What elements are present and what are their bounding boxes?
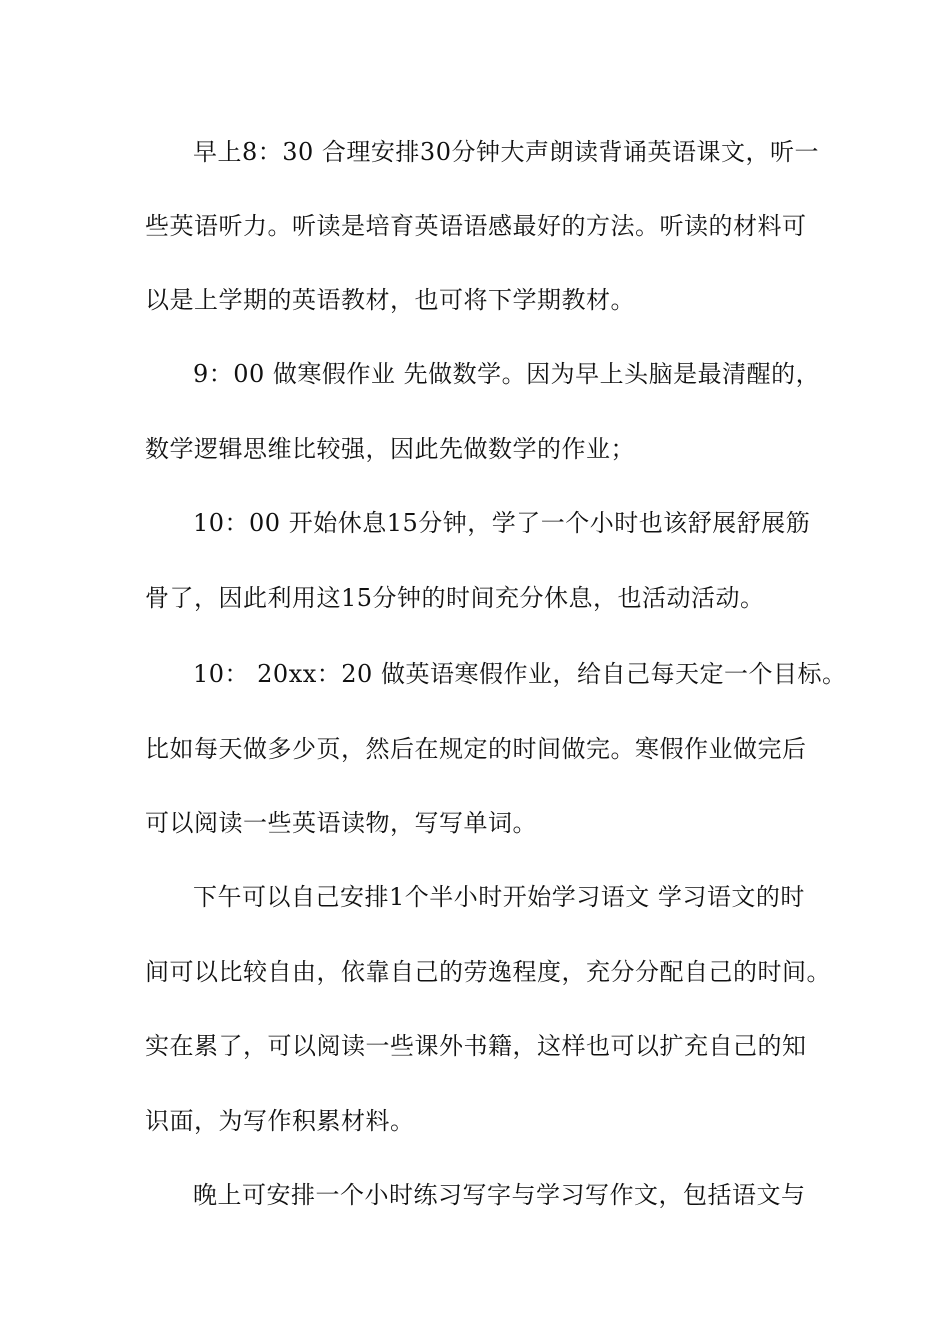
paragraph-3-line-1: 10：00 开始休息15分钟，学了一个小时也该舒展舒展筋 — [193, 509, 811, 537]
paragraph-4-line-3: 可以阅读一些英语读物，写写单词。 — [145, 809, 537, 837]
paragraph-6-line-1: 晚上可安排一个小时练习写字与学习写作文，包括语文与 — [193, 1181, 806, 1209]
paragraph-5-line-4: 识面，为写作积累材料。 — [145, 1107, 415, 1135]
paragraph-3-line-2: 骨了，因此利用这15分钟的时间充分休息，也活动活动。 — [145, 584, 765, 612]
paragraph-1-line-1: 早上8：30 合理安排30分钟大声朗读背诵英语课文，听一 — [193, 138, 819, 166]
paragraph-4-line-2: 比如每天做多少页，然后在规定的时间做完。寒假作业做完后 — [145, 735, 807, 763]
paragraph-5-line-2: 间可以比较自由，依靠自己的劳逸程度，充分分配自己的时间。 — [145, 958, 831, 986]
paragraph-4-line-1: 10： 20xx：20 做英语寒假作业，给自己每天定一个目标。 — [193, 660, 847, 688]
paragraph-5-line-3: 实在累了，可以阅读一些课外书籍，这样也可以扩充自己的知 — [145, 1032, 807, 1060]
paragraph-1-line-2: 些英语听力。听读是培育英语语感最好的方法。听读的材料可 — [145, 212, 807, 240]
paragraph-1-line-3: 以是上学期的英语教材，也可将下学期教材。 — [145, 286, 635, 314]
paragraph-5-line-1: 下午可以自己安排1个半小时开始学习语文 学习语文的时 — [193, 883, 805, 911]
paragraph-2-line-1: 9：00 做寒假作业 先做数学。因为早上头脑是最清醒的， — [193, 360, 821, 388]
paragraph-2-line-2: 数学逻辑思维比较强，因此先做数学的作业； — [145, 435, 635, 463]
